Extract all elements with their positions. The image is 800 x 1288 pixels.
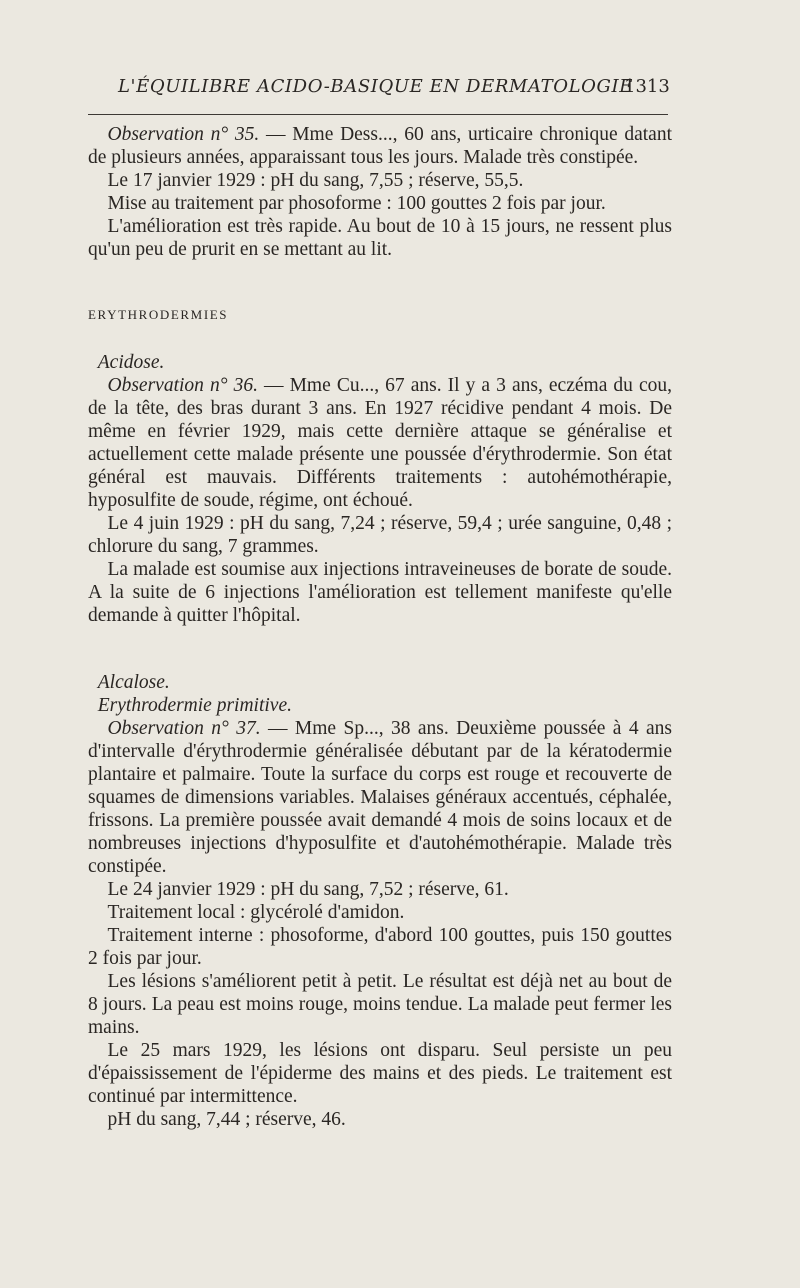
page-number: 1313 [624, 76, 670, 97]
alcalose-heading [88, 671, 672, 694]
section-title: ERYTHRODERMIES [88, 307, 229, 322]
observation-35-blood [88, 169, 672, 192]
observation-35-blood-text: Le 17 janvier 1929 : pH du sang, 7,55 ; réserve, 55,5. [107, 170, 524, 191]
observation-37-label: Observation n° 37. [107, 718, 261, 739]
running-title: L'ÉQUILIBRE ACIDO-BASIQUE EN DERMATOLOGIE [118, 76, 633, 97]
observation-36 [88, 374, 672, 512]
observation-35-outcome-text: L'amélioration est très rapide. Au bout de 10 à 15 jours, ne ressent plus qu'un peu de prurit en se mettant au lit. [88, 216, 672, 260]
observation-37-final-text: pH du sang, 7,44 ; réserve, 46. [107, 1109, 346, 1130]
observation-37-blood-text: Le 24 janvier 1929 : pH du sang, 7,52 ; réserve, 61. [107, 879, 509, 900]
observation-37-final [88, 1108, 672, 1131]
alcalose-subheading-text: Erythrodermie primitive. [97, 695, 292, 716]
observation-35-label: Observation n° 35. [107, 124, 260, 145]
observation-37-blood [88, 878, 672, 901]
observation-37-internal [88, 924, 672, 970]
observation-37 [88, 717, 672, 878]
observation-36-outcome-text: La malade est soumise aux injections intraveineuses de borate de soude. A la suite de 6 injections l'amélioration est tellement manifeste qu'elle demande à quitter l'hôpital. [88, 559, 672, 626]
alcalose-heading-text: Alcalose. [97, 672, 170, 693]
page-body [88, 123, 672, 1131]
observation-35 [88, 123, 672, 169]
observation-36-label: Observation n° 36. [107, 375, 258, 396]
acidose-heading [88, 351, 672, 374]
observation-36-text: — Mme Cu..., 67 ans. Il y a 3 ans, eczéma du cou, de la tête, des bras durant 3 ans. En 1927 récidive pendant 4 mois. De même en février 1929, mais cette dernière attaque se généralise et actuellement cette malade présente une poussée d'érythrodermie. Son état général est mauvais. Différents traitements : autohémothérapie, hyposulfite de soude, régime, ont échoué. [88, 375, 673, 511]
observation-35-treatment-text: Mise au traitement par phosoforme : 100 gouttes 2 fois par jour. [107, 193, 606, 214]
observation-35-treatment [88, 192, 672, 215]
alcalose-subheading [88, 694, 672, 717]
observation-36-blood [88, 512, 672, 558]
observation-35-text: — Mme Dess..., 60 ans, urticaire chronique datant de plusieurs années, apparaissant tous les jours. Malade très constipée. [88, 124, 672, 168]
observation-37-result [88, 1039, 672, 1108]
header-rule [88, 114, 668, 115]
acidose-heading-text: Acidose. [97, 352, 165, 373]
observation-37-internal-text: Traitement interne : phosoforme, d'abord 100 gouttes, puis 150 gouttes 2 fois par jour. [88, 925, 672, 969]
observation-37-text: — Mme Sp..., 38 ans. Deuxième poussée à 4 ans d'intervalle d'érythrodermie généralisée débutant par de la kératodermie plantaire et palmaire. Toute la surface du corps est rouge et recouverte de squames de dimensions variables. Malaises généraux accentués, céphalée, frissons. La première poussée avait demandé 4 mois de soins locaux et de nombreuses injections d'hyposulfite et d'autohémothérapie. Malade très constipée. [88, 718, 672, 877]
observation-36-blood-text: Le 4 juin 1929 : pH du sang, 7,24 ; réserve, 59,4 ; urée sanguine, 0,48 ; chlorure du sang, 7 grammes. [88, 513, 672, 557]
observation-36-outcome [88, 558, 672, 627]
observation-37-result-text: Le 25 mars 1929, les lésions ont disparu. Seul persiste un peu d'épaississement de l'épiderme des mains et des pieds. Le traitement est continué par intermittence. [88, 1040, 672, 1107]
observation-37-progress [88, 970, 672, 1039]
observation-35-outcome [88, 215, 672, 261]
observation-37-local [88, 901, 672, 924]
observation-37-progress-text: Les lésions s'améliorent petit à petit. Le résultat est déjà net au bout de 8 jours. La peau est moins rouge, moins tendue. La malade peut fermer les mains. [88, 971, 672, 1038]
observation-37-local-text: Traitement local : glycérolé d'amidon. [107, 902, 405, 923]
